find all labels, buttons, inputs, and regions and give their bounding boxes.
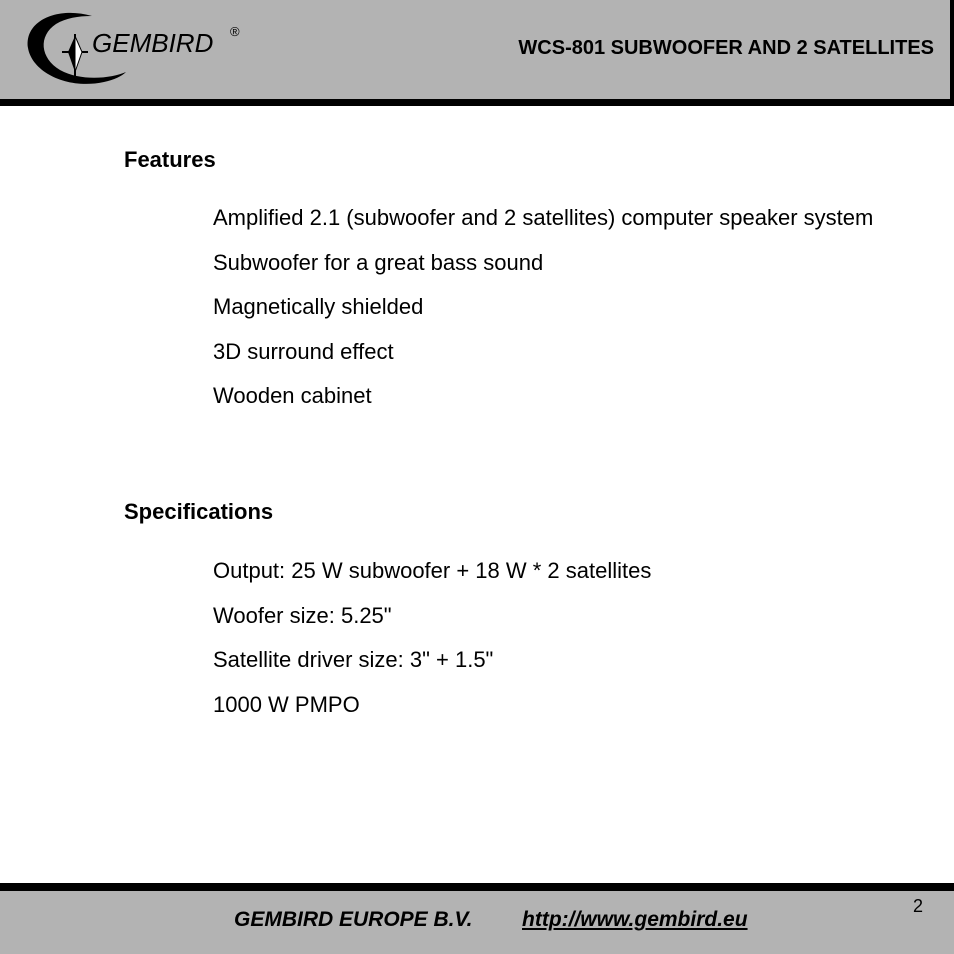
registered-mark: ® xyxy=(230,24,240,39)
specifications-heading: Specifications xyxy=(124,499,274,524)
list-item: Subwoofer for a great bass sound xyxy=(213,249,544,275)
list-item: 1000 W PMPO xyxy=(213,691,360,717)
list-item: Magnetically shielded xyxy=(213,294,424,319)
list-item: Satellite driver size: 3" + 1.5" xyxy=(213,647,494,672)
footer-company-name: GEMBIRD EUROPE B.V. xyxy=(234,908,473,931)
list-item: Wooden cabinet xyxy=(213,383,372,408)
page-number: 2 xyxy=(913,896,924,916)
list-item: Output: 25 W subwoofer + 18 W * 2 satellites xyxy=(213,558,652,583)
header-divider xyxy=(0,99,954,106)
page-header xyxy=(0,0,954,99)
features-list xyxy=(213,196,903,419)
features-heading: Features xyxy=(124,147,216,172)
footer-divider xyxy=(0,883,954,891)
document-title: WCS-801 SUBWOOFER AND 2 SATELLITES xyxy=(518,37,934,59)
brand-name: GEMBIRD xyxy=(92,28,214,58)
list-item: Woofer size: 5.25" xyxy=(213,602,392,628)
gembird-logo xyxy=(22,6,252,92)
specifications-list xyxy=(213,549,903,727)
list-item: Amplified 2.1 (subwoofer and 2 satellites) computer speaker system xyxy=(213,205,874,230)
list-item: 3D surround effect xyxy=(213,338,394,364)
page-footer xyxy=(0,891,954,954)
footer-website-link[interactable]: http://www.gembird.eu xyxy=(522,908,748,931)
